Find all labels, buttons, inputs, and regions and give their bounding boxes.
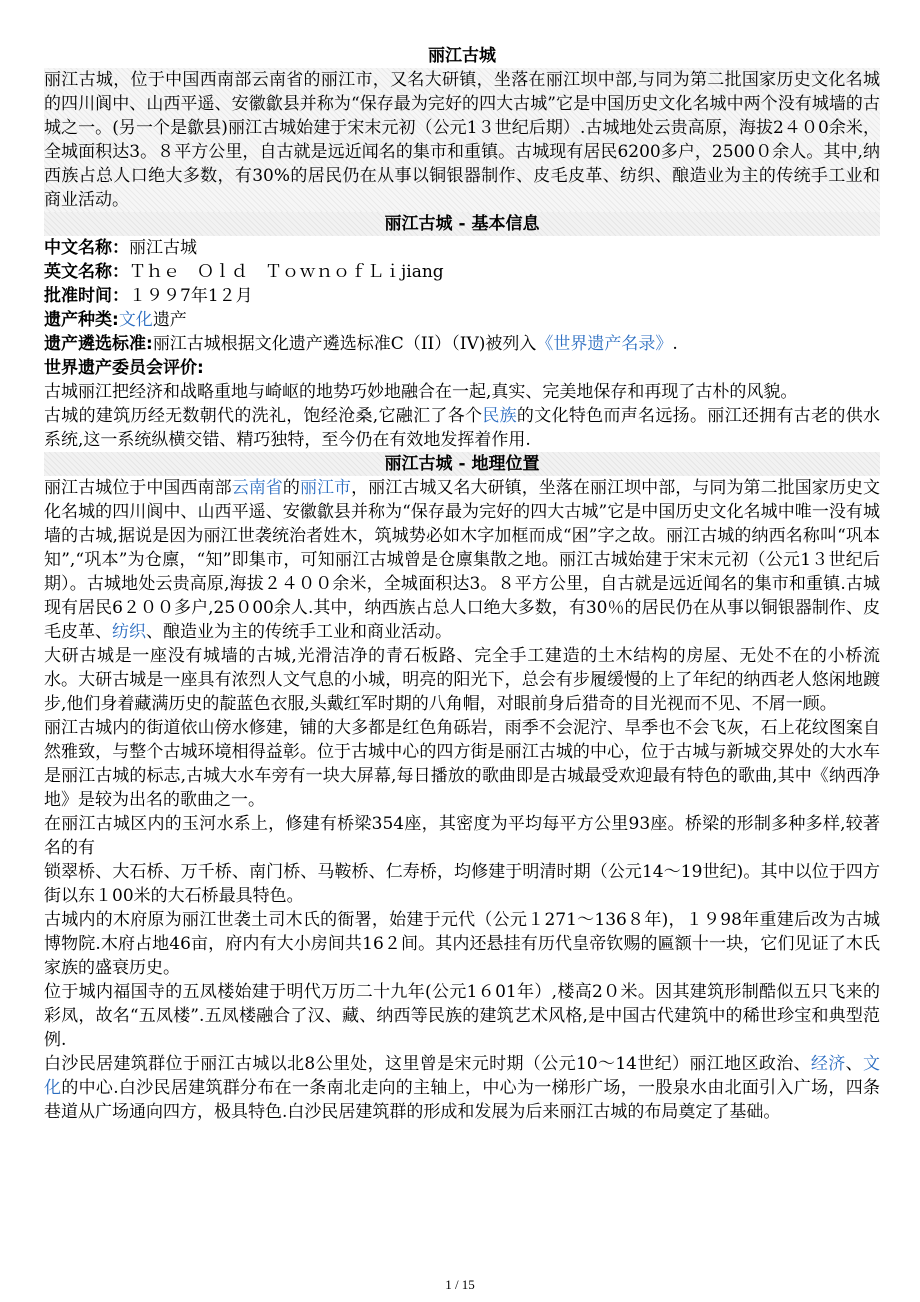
geo-p8-text-b: 的中心.白沙民居建筑群分布在一条南北走向的主轴上，中心为一梯形广场，一股泉水由北面引入广场，四条巷道从广场通向四方，极具特色.白沙民居建筑群的形成和发展为后来丽江古城的布局奠定了基础。 [44,1078,881,1122]
criteria-text: 丽江古城根据文化遗产遴选标准C（II）（IV)被列入 [152,334,537,354]
page-indicator: 1 / 15 [445,1277,475,1292]
geo-paragraph-4: 在丽江古城区内的玉河水系上，修建有桥梁354座，其密度为平均每平方公里93座。桥梁的形制多种多样,较著名的有 [44,814,880,858]
geo-paragraph-1 [44,476,880,644]
geo-p1-text-b: 的 [282,478,300,498]
lijiang-city-link[interactable]: 丽江市 [299,478,352,498]
document-content [44,44,880,1124]
basic-info-heading: 丽江古城 - 基本信息 [44,212,880,236]
document-title: 丽江古城 [428,46,496,66]
chinese-name-label: 中文名称： [44,238,129,258]
textile-link[interactable]: 纺织 [112,622,146,642]
heritage-type-link[interactable]: 文化 [118,310,153,330]
english-name-row [44,260,880,284]
geo-paragraph-8 [44,1052,880,1124]
geo-paragraph-7: 位于城内福国寺的五凤楼始建于明代万历二十九年(公元1６01年）,楼高2０米。因其建筑形制酷似五只飞来的彩凤，故名“五凤楼”.五凤楼融合了汉、藏、纳西等民族的建筑艺术风格,是中国古代建筑中的稀世珍宝和典型范例. [44,982,880,1050]
geo-p8-sep: 、 [845,1054,864,1074]
heritage-type-row [44,308,880,332]
heritage-type-rest: 遗产 [152,310,187,330]
approval-value: １９９7年1２月 [129,286,253,306]
geo-p1-text-a: 丽江古城位于中国西南部 [44,478,232,498]
committee-label: 世界遗产委员会评价: [44,358,204,378]
geo-paragraph-6: 古城内的木府原为丽江世袭土司木氏的衙署，始建于元代（公元１271～136８年)，１９98年重建后改为古城博物院.木府占地46亩，府内有大小房间共16２间。其内还悬挂有历代皇帝钦赐的匾额十一块，它们见证了木氏家族的盛衰历史。 [44,910,880,978]
criteria-end: . [672,334,678,354]
intro-block [44,68,880,212]
world-heritage-list-link[interactable]: 《世界遗产名录》 [536,334,673,354]
intro-paragraph: 丽江古城，位于中国西南部云南省的丽江市，又名大研镇，坐落在丽江坝中部,与同为第二批国家历史文化名城的四川阆中、山西平遥、安徽歙县并称为“保存最为完好的四大古城”它是中国历史文化名城中两个没有城墙的古城之一。(另一个是歙县)丽江古城始建于宋末元初（公元1３世纪后期）.古城地处云贵高原，海拔2４０0余米，全城面积达3。８平方公里，自古就是远近闻名的集市和重镇。古城现有居民6200多户，2500０余人。其中,纳西族占总人口绝大多数，有30%的居民仍在从事以铜银器制作、皮毛皮革、纺织、酿造业为主的传统手工业和商业活动。 [44,70,880,210]
criteria-label: 遗产遴选标准: [44,334,153,354]
economy-link[interactable]: 经济 [810,1054,846,1074]
culture-link[interactable]: 文化 [44,1054,881,1098]
approval-label: 批准时间： [44,286,129,306]
committee-row [44,356,880,380]
geo-p1-text-c: ，丽江古城又名大研镇，坐落在丽江坝中部，与同为第二批国家历史文化名城的四川阆中、山西平遥、安徽歙县并称为“保存最为完好的四大古城”它是中国历史文化名城中唯一没有城墙的古城,据说是因为丽江世袭统治者姓木，筑城势必如木字加框而成“困”字之故。丽江古城的纳西名称叫“巩本知”,“巩本”为仓廪，“知”即集市，可知丽江古城曾是仓廪集散之地。丽江古城始建于宋末元初（公元1３世纪后期）。古城地处云贵高原,海拔２４００余米，全城面积达3。８平方公里，自古就是远近闻名的集市和重镇.古城现有居民6２００多户,25０00余人.其中，纳西族占总人口绝大多数，有30％的居民仍在从事以铜银器制作、皮毛皮革、 [44,478,880,642]
approval-row [44,284,880,308]
heritage-type-label: 遗产种类: [44,310,119,330]
committee-paragraph-2 [44,404,880,452]
chinese-name-value: 丽江古城 [129,238,197,258]
geo-paragraph-3: 丽江古城内的街道依山傍水修建，铺的大多都是红色角砾岩，雨季不会泥泞、旱季也不会飞灰，石上花纹图案自然雅致，与整个古城环境相得益彰。位于古城中心的四方街是丽江古城的中心，位于古城与新城交界处的大水车是丽江古城的标志,古城大水车旁有一块大屏幕,每日播放的歌曲即是古城最受欢迎最有特色的歌曲,其中《纳西净地》是较为出名的歌曲之一。 [44,718,880,810]
geo-heading: 丽江古城 - 地理位置 [44,452,880,476]
geo-paragraph-5: 锁翠桥、大石桥、万千桥、南门桥、马鞍桥、仁寿桥，均修建于明清时期（公元14～19世纪)。其中以位于四方街以东１00米的大石桥最具特色。 [44,862,880,906]
geo-p8-text-a: 白沙民居建筑群位于丽江古城以北8公里处，这里曾是宋元时期（公元10～14世纪）丽江地区政治、 [44,1054,811,1074]
english-name-value: Ｔｈｅ Ｏｌｄ ＴｏｗｎｏｆＬｉjiang [129,262,444,282]
english-name-label: 英文名称： [44,262,129,282]
chinese-name-row [44,236,880,260]
criteria-row [44,332,880,356]
geo-p1-text-d: 、酿造业为主的传统手工业和商业活动。 [146,622,452,642]
geo-paragraph-2: 大研古城是一座没有城墙的古城,光滑洁净的青石板路、完全手工建造的土木结构的房屋、无处不在的小桥流水。大研古城是一座具有浓烈人文气息的小城，明亮的阳光下，总会有步履缓慢的上了年纪的纳西老人悠闲地踱步,他们身着藏满历史的靛蓝色衣服,头戴红军时期的八角帽，对眼前身后猎奇的目光视而不见、不屑一顾。 [44,646,880,714]
committee-p2-text-b: 的文化特色而声名远扬。丽江还拥有古老的供水系统,这一系统纵横交错、精巧独特，至今仍在有效地发挥着作用. [44,406,881,450]
committee-paragraph-1: 古城丽江把经济和战略重地与崎岖的地势巧妙地融合在一起,真实、完美地保存和再现了古朴的风貌。 [44,382,798,402]
committee-p2-text-a: 古城的建筑历经无数朝代的洗礼，饱经沧桑,它融汇了各个 [44,406,483,426]
yunnan-link[interactable]: 云南省 [231,478,283,498]
ethnic-link[interactable]: 民族 [482,406,517,426]
